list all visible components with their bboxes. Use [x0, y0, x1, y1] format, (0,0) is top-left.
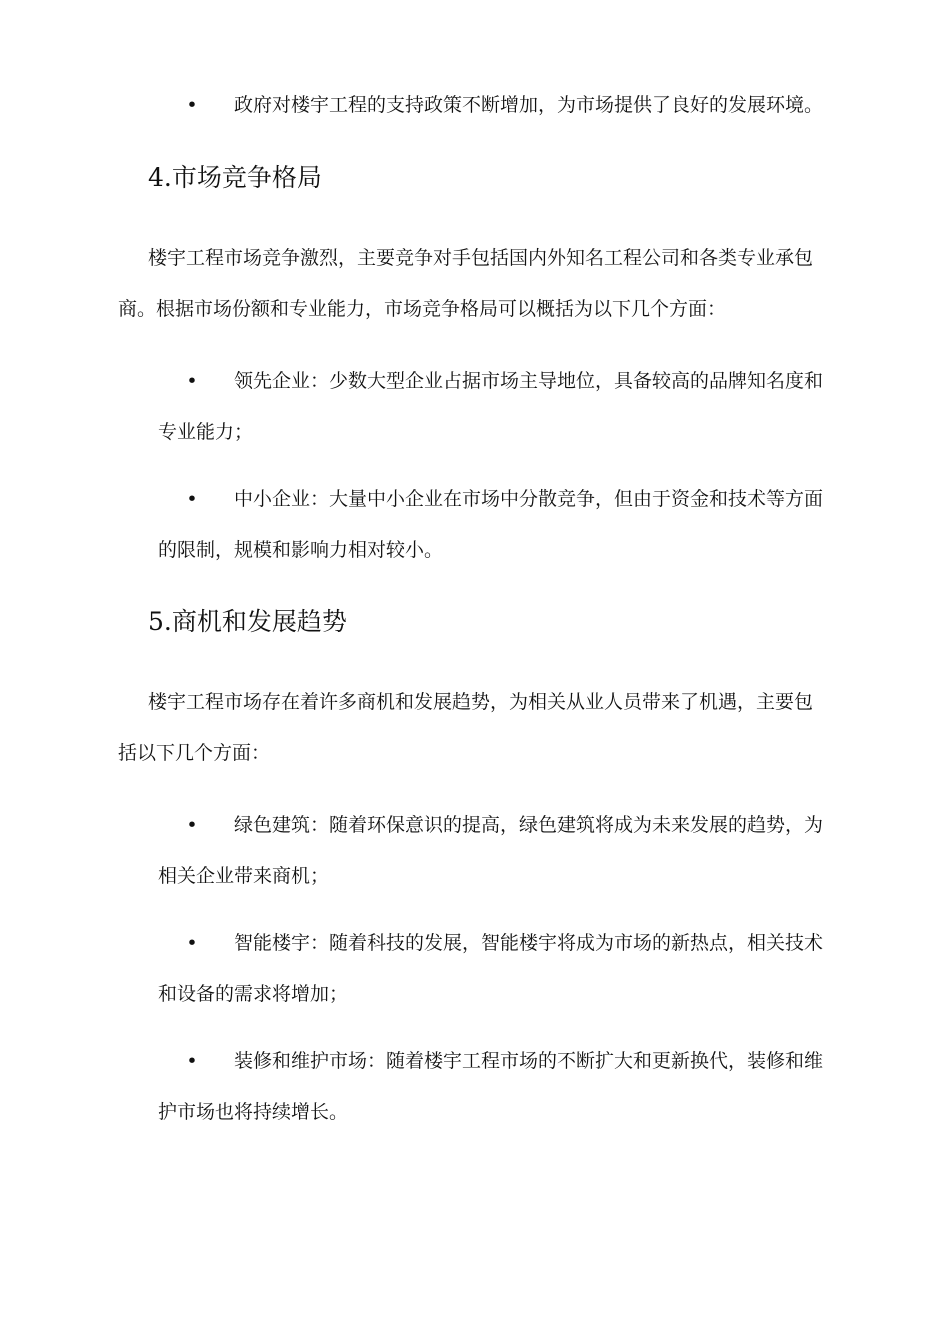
list-item: [158, 80, 830, 131]
list-item: [158, 918, 830, 1020]
bullet-icon: •: [186, 94, 198, 116]
list-item-text: 中小企业：大量中小企业在市场中分散竞争，但由于资金和技术等方面的限制，规模和影响力相对较小。: [158, 488, 824, 561]
list-item-text: 智能楼宇：随着科技的发展，智能楼宇将成为市场的新热点，相关技术和设备的需求将增加；: [158, 932, 824, 1005]
bullet-icon: •: [186, 1050, 198, 1072]
bullet-icon: •: [186, 932, 198, 954]
list-item-text: 装修和维护市场：随着楼宇工程市场的不断扩大和更新换代，装修和维护市场也将持续增长。: [158, 1050, 824, 1123]
section-heading-5: 5.商机和发展趋势: [148, 607, 347, 636]
section-5-paragraph: 楼宇工程市场存在着许多商机和发展趋势，为相关从业人员带来了机遇，主要包括以下几个方面：: [118, 691, 814, 764]
section-4-paragraph: 楼宇工程市场竞争激烈，主要竞争对手包括国内外知名工程公司和各类专业承包商。根据市场份额和专业能力，市场竞争格局可以概括为以下几个方面：: [118, 247, 814, 320]
list-item: [158, 1036, 830, 1138]
list-item-text: 领先企业：少数大型企业占据市场主导地位，具备较高的品牌知名度和专业能力；: [158, 370, 824, 443]
section-heading-4: 4.市场竞争格局: [148, 163, 322, 192]
list-item: [158, 356, 830, 458]
list-item-text: 绿色建筑：随着环保意识的提高，绿色建筑将成为未来发展的趋势，为相关企业带来商机；: [158, 814, 824, 887]
bullet-icon: •: [186, 488, 198, 510]
bullet-icon: •: [186, 814, 198, 836]
list-item: [158, 800, 830, 902]
bullet-icon: •: [186, 370, 198, 392]
list-item-text: 政府对楼宇工程的支持政策不断增加，为市场提供了良好的发展环境。: [234, 94, 824, 116]
list-item: [158, 474, 830, 576]
